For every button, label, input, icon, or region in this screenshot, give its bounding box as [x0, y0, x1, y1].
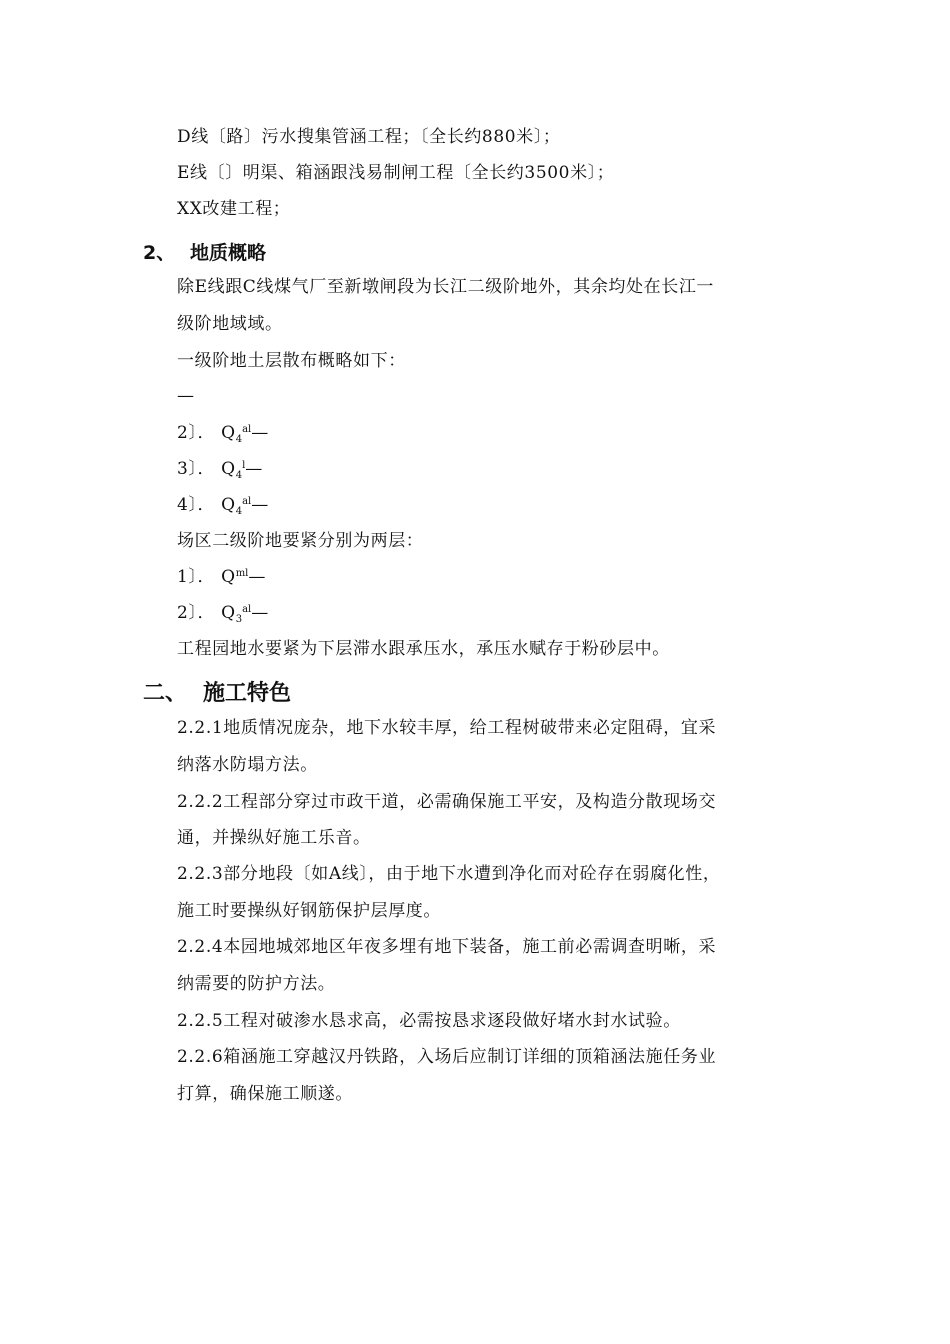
feature-item-4-line-2: 纳需要的防护方法。	[177, 974, 336, 994]
layer-dash: —	[248, 567, 266, 587]
layer-symbol: Q	[221, 567, 236, 587]
layer-subscript: 4	[235, 434, 243, 445]
feature-item-5-line-1: 2.2.5工程对破渗水恳求高，必需按恳求逐段做好堵水封水试验。	[177, 1011, 681, 1031]
layer-subscript: 3	[235, 614, 243, 625]
layer-prefix: 2〕．	[177, 423, 216, 443]
feature-item-1-line-1: 2.2.1地质情况庞杂，地下水较丰厚，给工程树破带来必定阻碍，宜采	[177, 718, 717, 738]
layer-symbol: Q	[221, 603, 236, 623]
layer-superscript: l	[242, 460, 246, 471]
layer-item	[177, 601, 269, 628]
layer-symbol: Q	[221, 459, 236, 479]
layer-prefix: 4〕．	[177, 495, 216, 515]
layer-dash: —	[251, 603, 269, 623]
layer-prefix: 1〕．	[177, 567, 216, 587]
groundwater-paragraph: 工程园地水要紧为下层滞水跟承压水，承压水赋存于粉砂层中。	[177, 639, 670, 659]
intro-line-e: E线〔〕明渠、箱涵跟浅易制闸工程〔全长约3500米〕；	[177, 163, 615, 183]
layer-superscript: al	[242, 496, 252, 507]
feature-item-6-line-1: 2.2.6箱涵施工穿越汉丹铁路，入场后应制订详细的顶箱涵法施任务业	[177, 1047, 717, 1067]
layer-1-dash: —	[177, 386, 195, 406]
layer-superscript: ml	[235, 568, 249, 579]
layer-item	[177, 421, 269, 448]
section-heading-geology	[143, 240, 266, 266]
feature-item-4-line-1: 2.2.4本园地城郊地区年夜多埋有地下装备，施工前必需调查明晰，采	[177, 937, 717, 957]
layer-symbol: Q	[221, 423, 236, 443]
layer-item	[177, 493, 269, 520]
intro-line-d: D线〔路〕污水搜集管涵工程；〔全长约880米〕；	[177, 127, 561, 147]
layer-dash: —	[251, 423, 269, 443]
level2-intro: 场区二级阶地要紧分别为两层：	[177, 531, 424, 551]
layer-superscript: al	[242, 424, 252, 435]
layer-superscript: al	[242, 604, 252, 615]
layer-item	[177, 565, 266, 592]
layer-item	[177, 457, 263, 484]
level1-intro: 一级阶地土层散布概略如下：	[177, 351, 406, 371]
feature-item-3-line-2: 施工时要操纵好钢筋保护层厚度。	[177, 901, 441, 921]
section-number: 2、	[143, 242, 176, 264]
feature-item-2-line-1: 2.2.2工程部分穿过市政干道，必需确保施工平安，及构造分散现场交	[177, 792, 717, 812]
layer-symbol: Q	[221, 495, 236, 515]
geology-paragraph-line-2: 级阶地域域。	[177, 314, 283, 334]
section-title: 施工特色	[203, 681, 292, 706]
feature-item-1-line-2: 纳落水防塌方法。	[177, 755, 318, 775]
geology-paragraph-line-1: 除E线跟C线煤气厂至新墩闸段为长江二级阶地外，其余均处在长江一	[177, 277, 715, 297]
layer-prefix: 3〕．	[177, 459, 216, 479]
layer-dash: —	[251, 495, 269, 515]
section-number: 二、	[143, 681, 188, 706]
feature-item-3-line-1: 2.2.3部分地段〔如A线〕，由于地下水遭到净化而对砼存在弱腐化性，	[177, 864, 721, 884]
layer-dash: —	[245, 459, 263, 479]
layer-subscript: 4	[235, 470, 243, 481]
feature-item-2-line-2: 通，并操纵好施工乐音。	[177, 828, 371, 848]
feature-item-6-line-2: 打算，确保施工顺遂。	[177, 1084, 353, 1104]
layer-subscript: 4	[235, 506, 243, 517]
section-title: 地质概略	[190, 242, 267, 264]
layer-prefix: 2〕．	[177, 603, 216, 623]
intro-line-xx: XX改建工程；	[177, 199, 291, 219]
section-heading-features	[143, 679, 291, 709]
